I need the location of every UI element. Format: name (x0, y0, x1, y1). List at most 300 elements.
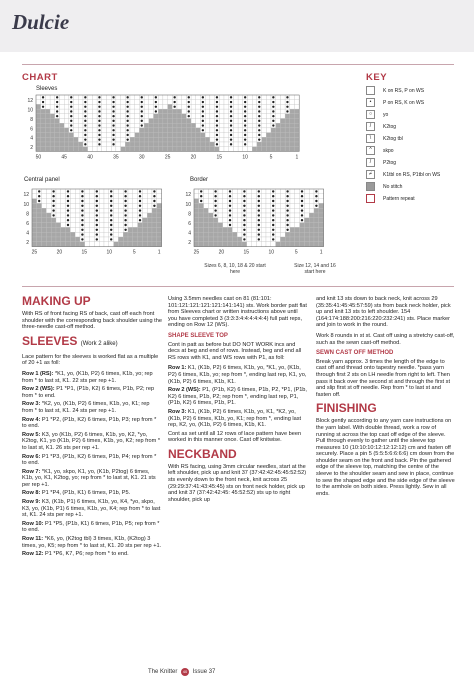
purl-dot-icon (214, 190, 216, 192)
purl-dot-icon (96, 233, 98, 235)
col-tick-label: 5 (294, 249, 298, 256)
column-3 (316, 296, 456, 501)
chart-cell (142, 227, 147, 232)
chart-cell (300, 223, 305, 228)
chart-cell (280, 123, 285, 128)
key-symbol-icon: / (366, 158, 375, 167)
chart-cell (266, 137, 271, 142)
chart-cell (213, 218, 218, 223)
chart-cell (116, 137, 121, 142)
chart-cell (280, 242, 285, 247)
chart-cell (51, 237, 56, 242)
chart-cell (252, 208, 257, 213)
purl-dot-icon (200, 200, 202, 202)
purl-dot-icon (272, 124, 274, 126)
chart-cell (128, 208, 133, 213)
chart-cell (247, 223, 252, 228)
chart-cell (194, 242, 199, 247)
chart-cell (152, 218, 157, 223)
purl-dot-icon (81, 233, 83, 235)
purl-dot-icon (216, 124, 218, 126)
chart-cell (78, 147, 83, 152)
chart-cell (196, 137, 201, 142)
chart-cell (194, 203, 199, 208)
chart-cell (70, 237, 75, 242)
purl-dot-icon (216, 138, 218, 140)
purl-dot-icon (110, 190, 112, 192)
chart-cell (56, 223, 61, 228)
row-tick-label: 12 (27, 98, 33, 105)
chart-cell (168, 137, 173, 142)
chart-cell (142, 203, 147, 208)
chart-cell (219, 100, 224, 105)
chart-cell (46, 199, 51, 204)
chart-cell (208, 189, 213, 194)
chart-cell (285, 133, 290, 138)
chart-cell (177, 133, 182, 138)
purl-dot-icon (70, 106, 72, 108)
chart-cell (199, 237, 204, 242)
chart-cell (114, 199, 119, 204)
chart-cell (223, 223, 228, 228)
purl-dot-icon (301, 209, 303, 211)
chart-cell (107, 109, 112, 114)
chart-cell (238, 119, 243, 124)
chart-cell (60, 123, 65, 128)
col3-cont-text: and knit 13 sts down to back neck, knit across 29 (35:35:41:45:45:57:59) sts from back neck holder, pick up and knit 13 sts to left shoulder. 154 (164:174:188:200:216:220:232:241) sts. Place marker and join to work in the round. (316, 296, 451, 329)
chart-cell (191, 128, 196, 133)
chart-cell (121, 147, 126, 152)
key-symbol-icon (366, 86, 375, 95)
purl-dot-icon (84, 96, 86, 98)
chart-cell (158, 128, 163, 133)
chart-cell (309, 189, 314, 194)
purl-dot-icon (98, 138, 100, 140)
chart-cell (276, 223, 281, 228)
chart-cell (224, 137, 229, 142)
chart-cell (45, 114, 50, 119)
chart-cell (144, 147, 149, 152)
pattern-row: Row 3: K1, (K1b, P2) 6 times, K1b, yo, K1, *K2, yo, (K1b, P2) 6 times, K1b, yo, K1; rep from *, ending last rep, K2, yo, (K1b, P2) 6 times, K1b, K1. (168, 408, 302, 429)
chart-cell (261, 218, 266, 223)
chart-cell (92, 133, 97, 138)
chart-cell (45, 119, 50, 124)
chart-cell (252, 147, 257, 152)
chart-cell (191, 104, 196, 109)
chart-cell (157, 208, 162, 213)
chart-cell (223, 199, 228, 204)
chart-cell (271, 242, 276, 247)
chart-cell (37, 232, 42, 237)
purl-dot-icon (112, 96, 114, 98)
chart-cell (208, 232, 213, 237)
chart-cell (238, 133, 243, 138)
chart-cell (186, 128, 191, 133)
chart-cell (50, 147, 55, 152)
chart-cell (46, 242, 51, 247)
chart-cell (92, 137, 97, 142)
purl-dot-icon (258, 120, 260, 122)
chart-cell (135, 142, 140, 147)
chart-cell (248, 95, 253, 100)
chart-cell (218, 208, 223, 213)
chart-cell (304, 242, 309, 247)
chart-cell (121, 114, 126, 119)
purl-dot-icon (153, 205, 155, 207)
col-tick-label: 30 (138, 154, 145, 161)
purl-dot-icon (112, 120, 114, 122)
chart-cell (218, 194, 223, 199)
chart-cell (133, 227, 138, 232)
chart-cell (36, 104, 41, 109)
chart-cell (147, 232, 152, 237)
chart-cell (61, 223, 66, 228)
chart-cell (290, 237, 295, 242)
chart-cell (213, 227, 218, 232)
purl-dot-icon (243, 233, 245, 235)
chart-cell (276, 237, 281, 242)
chart-cell (149, 100, 154, 105)
neckband-heading: NECKBAND (168, 446, 237, 461)
chart-cell (194, 223, 199, 228)
chart-cell (252, 218, 257, 223)
chart-cell (152, 223, 157, 228)
chart-cell (194, 237, 199, 242)
chart-cell (266, 95, 271, 100)
chart-cell (99, 223, 104, 228)
purl-dot-icon (81, 190, 83, 192)
chart-cell (276, 208, 281, 213)
purl-dot-icon (112, 129, 114, 131)
chart-cell (182, 119, 187, 124)
purl-dot-icon (70, 101, 72, 103)
chart-cell (61, 242, 66, 247)
shape-rows (168, 365, 308, 428)
purl-dot-icon (258, 200, 260, 202)
chart-cell (314, 242, 319, 247)
chart-cell (252, 109, 257, 114)
chart-cell (64, 137, 69, 142)
purl-dot-icon (124, 209, 126, 211)
purl-dot-icon (216, 115, 218, 117)
purl-dot-icon (84, 120, 86, 122)
col-tick-label: 35 (113, 154, 119, 161)
chart-cell (276, 199, 281, 204)
purl-dot-icon (229, 224, 231, 226)
chart-cell (85, 218, 90, 223)
chart-cell (88, 137, 93, 142)
chart-cell (42, 203, 47, 208)
chart-cell (135, 133, 140, 138)
chart-cell (219, 137, 224, 142)
chart-cell (233, 142, 238, 147)
chart-cell (51, 223, 56, 228)
pattern-row: Row 2 (WS): P1 *P1, (P1b, K2) 6 times, P1b, P2; rep from * to end. (22, 386, 155, 399)
chart-cell (118, 223, 123, 228)
chart-cell (56, 208, 61, 213)
chart-cell (51, 218, 56, 223)
chart-cell (56, 213, 61, 218)
chart-cell (92, 100, 97, 105)
chart-cell (204, 232, 209, 237)
purl-dot-icon (258, 115, 260, 117)
chart-cell (149, 133, 154, 138)
chart-cell (163, 137, 168, 142)
chart-header: CHART (22, 72, 58, 83)
chart-cell (147, 237, 152, 242)
purl-dot-icon (272, 214, 274, 216)
chart-cell (266, 104, 271, 109)
purl-dot-icon (52, 205, 54, 207)
chart-cell (104, 242, 109, 247)
chart-cell (41, 142, 46, 147)
chart-cell (252, 100, 257, 105)
chart-cell (233, 104, 238, 109)
chart-cell (37, 242, 42, 247)
chart-cell (116, 95, 121, 100)
row-tick-label: 8 (26, 211, 29, 218)
chart-cell (88, 119, 93, 124)
key-item-label: Pattern repeat (383, 195, 415, 202)
chart-cell (116, 114, 121, 119)
chart-cell (157, 242, 162, 247)
chart-cell (280, 199, 285, 204)
chart-cell (152, 213, 157, 218)
chart-cell (319, 232, 324, 237)
chart-cell (130, 104, 135, 109)
purl-dot-icon (272, 200, 274, 202)
chart-cell (218, 199, 223, 204)
chart-cell (304, 213, 309, 218)
chart-cell (88, 109, 93, 114)
chart-cell (50, 133, 55, 138)
pattern-row-label: Row 1: (168, 365, 187, 372)
purl-dot-icon (56, 115, 58, 117)
chart-cell (261, 227, 266, 232)
chart-cell (262, 100, 267, 105)
chart-cell (219, 119, 224, 124)
chart-cell (266, 223, 271, 228)
chart-cell (300, 227, 305, 232)
chart-cell (237, 208, 242, 213)
chart-cell (218, 203, 223, 208)
chart-cell (266, 189, 271, 194)
chart-cell (248, 128, 253, 133)
chart-cell (304, 227, 309, 232)
chart-cell (194, 218, 199, 223)
chart-cell (261, 199, 266, 204)
chart-cell (90, 223, 95, 228)
purl-dot-icon (230, 138, 232, 140)
chart-cell (186, 133, 191, 138)
purl-dot-icon (258, 124, 260, 126)
pattern-row: Row 9: K3, (K1b, P1) 6 times, K1b, yo, K4, *yo, skpo, K3, yo, (K1b, P1) 6 times, K1b, yo, K4; rep from * to last st, K1. 24 sts per rep +1. (22, 499, 161, 519)
chart-cell (74, 119, 79, 124)
chart-cell (276, 189, 281, 194)
purl-dot-icon (67, 209, 69, 211)
col-tick-label: 1 (157, 249, 161, 256)
chart-cell (114, 213, 119, 218)
chart-cell (50, 109, 55, 114)
chart-cell (45, 137, 50, 142)
pattern-row-label: Row 9: (22, 499, 41, 506)
chart-cell (295, 199, 300, 204)
chart-cell (261, 208, 266, 213)
chart-cell (163, 142, 168, 147)
chart-cell (238, 137, 243, 142)
chart-cell (196, 119, 201, 124)
chart-cell (262, 95, 267, 100)
chart-cell (46, 189, 51, 194)
chart-cell (295, 123, 300, 128)
chart-cell (142, 189, 147, 194)
key-item (366, 122, 466, 131)
purl-dot-icon (126, 120, 128, 122)
chart-cell (56, 194, 61, 199)
purl-dot-icon (243, 219, 245, 221)
chart-cell (41, 128, 46, 133)
chart-cell (116, 119, 121, 124)
purl-dot-icon (216, 143, 218, 145)
chart-cell (66, 242, 71, 247)
chart-cell (60, 142, 65, 147)
purl-dot-icon (96, 219, 98, 221)
purl-dot-icon (110, 219, 112, 221)
chart-cell (319, 218, 324, 223)
pattern-row-label: Row 1 (RS): (22, 370, 54, 377)
chart-cell (218, 232, 223, 237)
chart-cell (158, 142, 163, 147)
chart-cell (50, 119, 55, 124)
chart-cell (243, 147, 248, 152)
chart-cell (157, 199, 162, 204)
chart-cell (158, 123, 163, 128)
chart-cell (149, 137, 154, 142)
chart-cell (36, 142, 41, 147)
chart-cell (172, 142, 177, 147)
chart-cell (172, 114, 177, 119)
chart-cell (261, 223, 266, 228)
chart-cell (85, 203, 90, 208)
chart-cell (285, 147, 290, 152)
purl-dot-icon (243, 229, 245, 231)
chart-cell (142, 232, 147, 237)
chart-cell (158, 95, 163, 100)
chart-cell (309, 203, 314, 208)
chart-cell (78, 104, 83, 109)
chart-cell (304, 199, 309, 204)
chart-cell (309, 232, 314, 237)
chart-cell (163, 123, 168, 128)
purl-dot-icon (202, 124, 204, 126)
purl-dot-icon (153, 190, 155, 192)
chart-cell (252, 189, 257, 194)
chart-cell (102, 95, 107, 100)
chart-cell (233, 137, 238, 142)
chart-cell (276, 100, 281, 105)
purl-dot-icon (141, 101, 143, 103)
purl-dot-icon (230, 115, 232, 117)
chart-cell (262, 142, 267, 147)
chart-cell (262, 137, 267, 142)
purl-dot-icon (98, 110, 100, 112)
chart-cell (194, 208, 199, 213)
chart-cell (210, 104, 215, 109)
purl-dot-icon (98, 115, 100, 117)
chart-cell (204, 203, 209, 208)
col-tick-label: 15 (243, 249, 250, 256)
chart-cell (232, 223, 237, 228)
chart-cell (248, 119, 253, 124)
chart-cell (64, 123, 69, 128)
chart-cell (69, 133, 74, 138)
purl-dot-icon (81, 214, 83, 216)
chart-cell (118, 237, 123, 242)
purl-dot-icon (272, 120, 274, 122)
purl-dot-icon (315, 200, 317, 202)
chart-cell (196, 114, 201, 119)
finishing-heading: FINISHING (316, 401, 377, 416)
chart-cell (60, 119, 65, 124)
chart-cell (102, 100, 107, 105)
chart-cell (271, 147, 276, 152)
chart-cell (130, 137, 135, 142)
purl-dot-icon (258, 106, 260, 108)
purl-dot-icon (173, 106, 175, 108)
chart-cell (276, 104, 281, 109)
chart-cell (290, 223, 295, 228)
chart-cell (64, 119, 69, 124)
chart-cell (147, 218, 152, 223)
chart-cell (78, 114, 83, 119)
purl-dot-icon (84, 106, 86, 108)
purl-dot-icon (202, 96, 204, 98)
chart-cell (149, 109, 154, 114)
purl-dot-icon (70, 96, 72, 98)
chart-cell (228, 237, 233, 242)
purl-dot-icon (230, 134, 232, 136)
header-band (0, 0, 474, 52)
chart-cell (285, 123, 290, 128)
chart-cell (199, 242, 204, 247)
chart-cell (99, 203, 104, 208)
chart-cell (196, 147, 201, 152)
chart-cell (99, 194, 104, 199)
chart-cell (56, 237, 61, 242)
chart-cell (295, 213, 300, 218)
chart-cell (55, 128, 60, 133)
chart-cell (205, 142, 210, 147)
chart-cell (304, 208, 309, 213)
chart-cell (238, 142, 243, 147)
chart-cell (114, 208, 119, 213)
chart-cell (163, 109, 168, 114)
chart-cell (196, 100, 201, 105)
purl-dot-icon (258, 238, 260, 240)
purl-dot-icon (258, 129, 260, 131)
pattern-row-label: Row 7: (22, 468, 41, 475)
chart-cell (157, 203, 162, 208)
purl-dot-icon (124, 195, 126, 197)
chart-cell (168, 147, 173, 152)
chart-cell (232, 203, 237, 208)
chart-cell (224, 142, 229, 147)
chart-cell (191, 142, 196, 147)
chart-cell (224, 95, 229, 100)
chart-cell (102, 104, 107, 109)
chart-cell (144, 119, 149, 124)
purl-dot-icon (126, 115, 128, 117)
